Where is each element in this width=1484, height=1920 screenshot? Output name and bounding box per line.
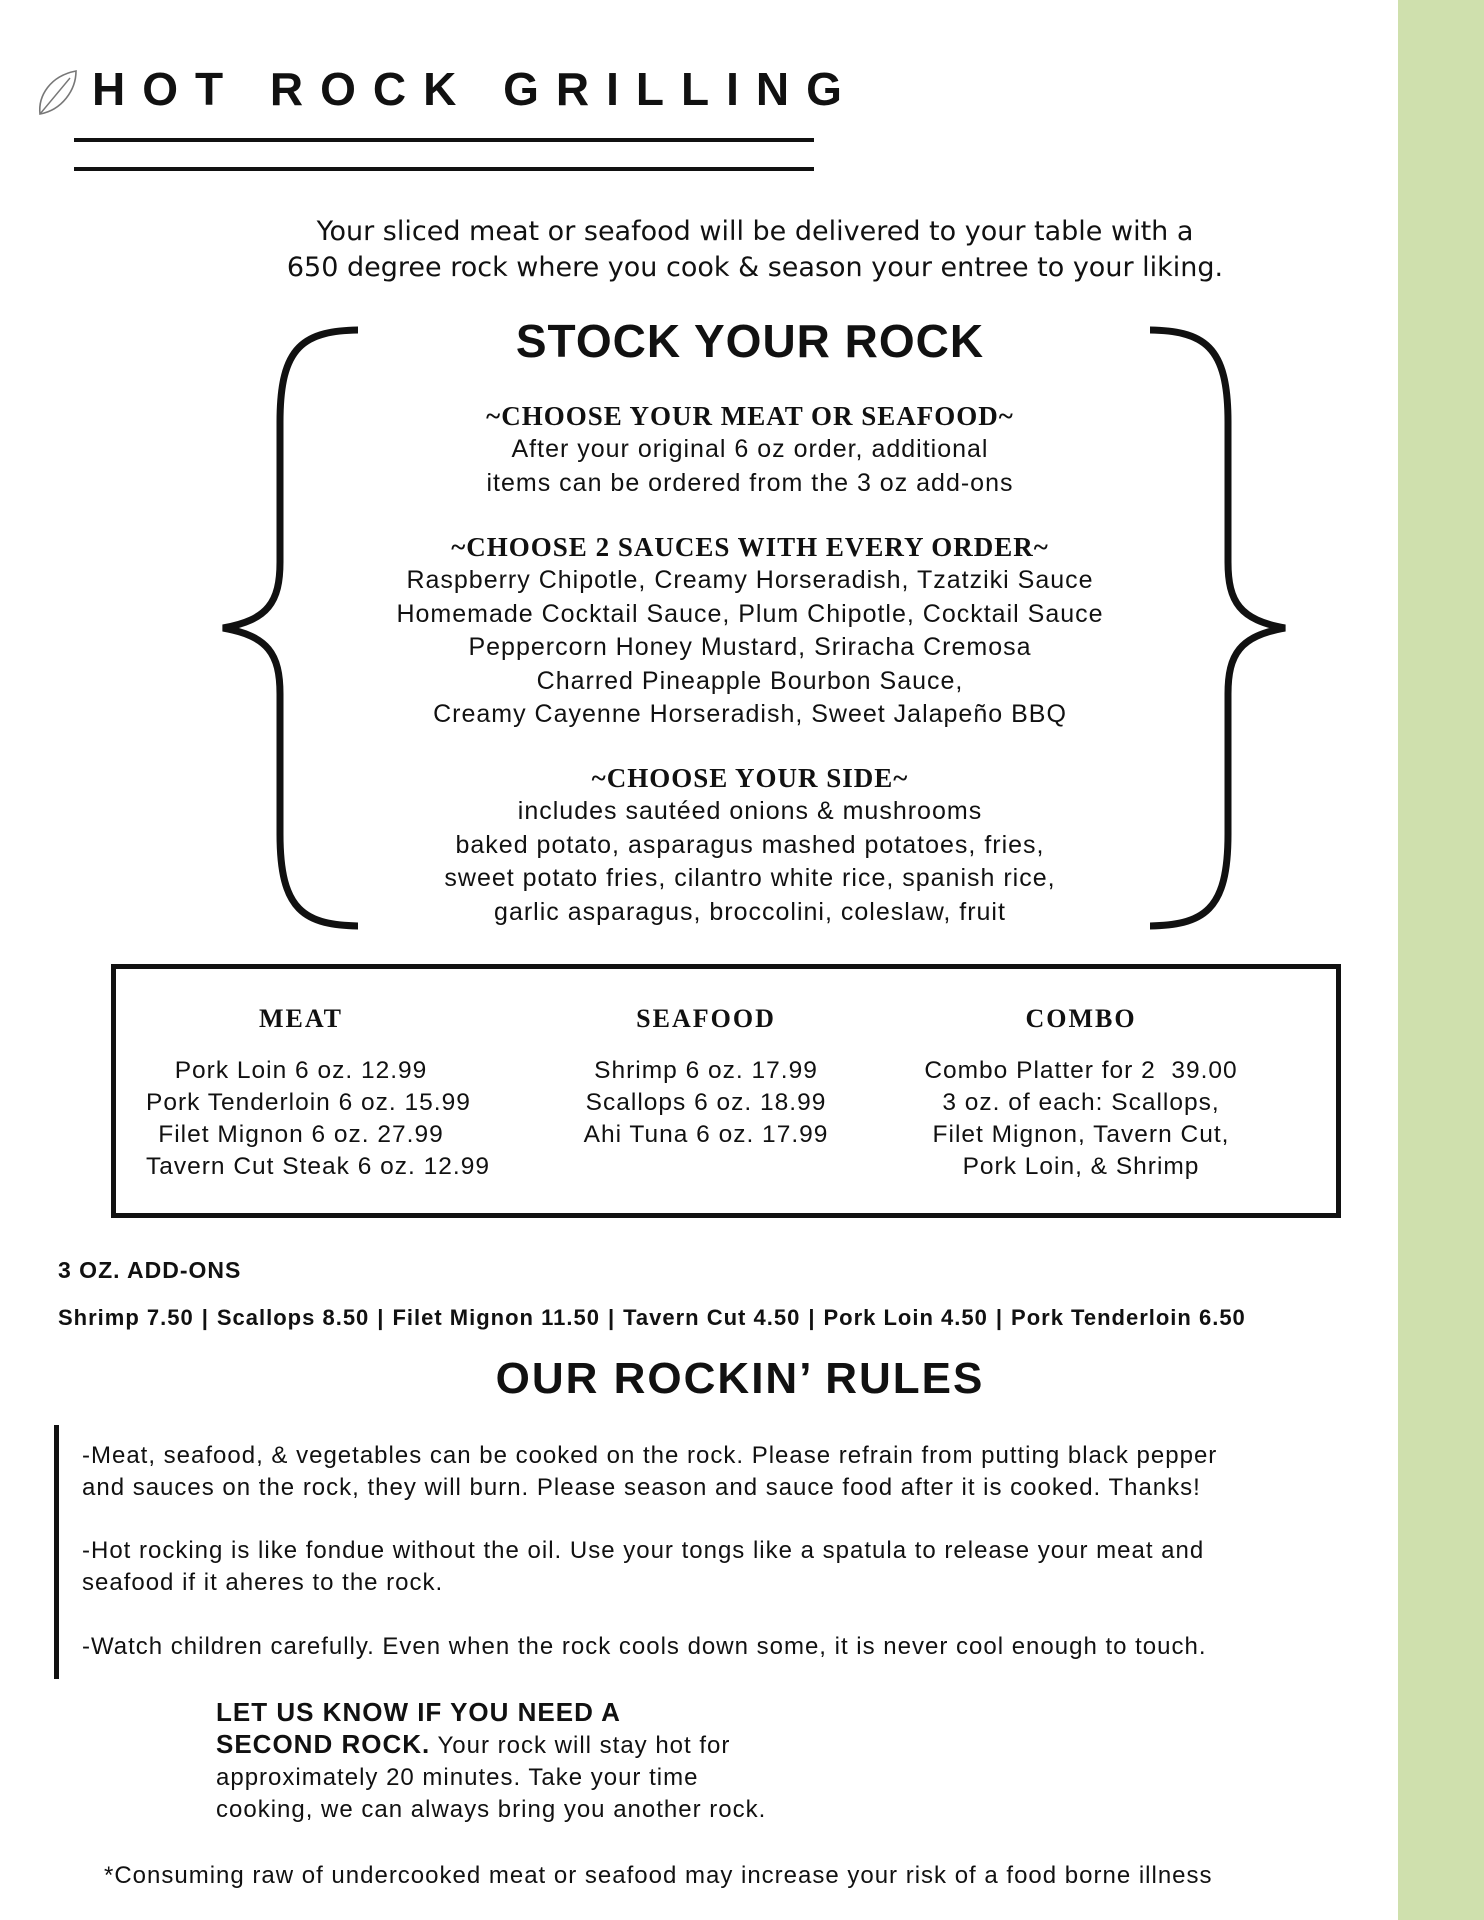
intro-text [180,214,1330,286]
rules-title: OUR ROCKIN’ RULES [495,1354,985,1403]
section-line: items can be ordered from the 3 oz add-ons [486,468,1014,497]
leaf-icon [36,68,80,118]
section-line: includes sautéed onions & mushrooms [517,797,983,825]
section-line: Creamy Cayenne Horseradish, Sweet Jalapeño BBQ [433,700,1067,728]
rule-line: -Watch children carefully. Even when the rock cools down some, it is never cool enough to touch. [82,1633,1207,1660]
price-item: Pork Tenderloin 6 oz. 15.99 [146,1089,471,1116]
second-rock-note [216,1696,916,1826]
intro-line: Your sliced meat or seafood will be delivered to your table with a [316,216,1194,247]
column-heading: MEAT [258,1004,344,1033]
separator: | [607,1305,616,1330]
meat-choice-section [300,399,1200,500]
addon-item: Shrimp 7.50 [58,1305,194,1330]
addon-item: Tavern Cut 4.50 [623,1305,801,1330]
note-bold-text: SECOND ROCK. [216,1729,431,1759]
rules-side-bar [54,1425,59,1679]
stock-your-rock-title: STOCK YOUR ROCK [515,315,985,367]
separator: | [808,1305,816,1330]
price-item: Pork Loin, & Shrimp [962,1153,1200,1180]
separator: | [201,1305,209,1330]
price-item: Ahi Tuna 6 oz. 17.99 [583,1121,829,1148]
rule-item [82,1535,1392,1599]
addon-item: Pork Tenderloin 6.50 [1011,1305,1246,1330]
price-item: Filet Mignon, Tavern Cut, [932,1121,1230,1148]
column-heading: COMBO [1025,1004,1137,1033]
health-disclaimer: *Consuming raw of undercooked meat or seafood may increase your risk of a food borne illness [104,1862,1213,1889]
page-title: HOT ROCK GRILLING [92,63,859,115]
price-item: Scallops 6 oz. 18.99 [585,1089,827,1116]
section-heading: ~CHOOSE 2 SAUCES WITH EVERY ORDER~ [451,532,1049,562]
price-item: Filet Mignon 6 oz. 27.99 [158,1121,444,1148]
price-item: 3 oz. of each: Scallops, [942,1089,1220,1116]
price-item: Tavern Cut Steak 6 oz. 12.99 [146,1153,490,1180]
price-item: Shrimp 6 oz. 17.99 [594,1057,818,1084]
separator: | [995,1305,1004,1330]
price-item: Pork Loin 6 oz. 12.99 [174,1057,428,1084]
rule-line: seafood if it aheres to the rock. [82,1569,444,1596]
section-line: Homemade Cocktail Sauce, Plum Chipotle, Cocktail Sauce [396,599,1104,628]
section-line: Raspberry Chipotle, Creamy Horseradish, Tzatziki Sauce [406,566,1094,594]
rule-line: and sauces on the rock, they will burn. Please season and sauce food after it is cooked. Thanks! [82,1474,1201,1501]
note-line: cooking, we can always bring you another rock. [216,1796,767,1823]
meat-price-column [146,1003,490,1183]
title-rule-top [74,138,814,142]
addons-list [58,1305,1388,1331]
section-line: Charred Pineapple Bourbon Sauce, [536,666,964,695]
combo-price-column [911,1003,1251,1183]
price-item: Combo Platter for 2 39.00 [924,1057,1238,1084]
seafood-price-column [561,1003,851,1151]
sauce-choice-section [300,530,1200,732]
section-heading: ~CHOOSE YOUR SIDE~ [591,763,909,793]
section-line: sweet potato fries, cilantro white rice, spanish rice, [444,864,1056,892]
section-line: baked potato, asparagus mashed potatoes, fries, [455,830,1045,859]
section-line: garlic asparagus, broccolini, coleslaw, fruit [494,897,1006,926]
rule-item [82,1631,1392,1663]
addon-item: Filet Mignon 11.50 [392,1305,600,1330]
rule-item [82,1440,1392,1504]
section-heading: ~CHOOSE YOUR MEAT OR SEAFOOD~ [486,401,1014,431]
addons-title: 3 OZ. ADD-ONS [58,1257,242,1283]
side-choice-section [300,761,1200,929]
note-text: Your rock will stay hot for [430,1732,731,1759]
section-line: Peppercorn Honey Mustard, Sriracha Cremosa [468,633,1032,661]
addon-item: Pork Loin 4.50 [823,1305,988,1330]
separator: | [377,1305,385,1330]
rule-line: -Hot rocking is like fondue without the oil. Use your tongs like a spatula to release your meat and [82,1537,1205,1564]
note-line: approximately 20 minutes. Take your time [216,1764,699,1791]
price-box [111,964,1341,1218]
note-bold-line: LET US KNOW IF YOU NEED A [216,1697,621,1727]
intro-line: 650 degree rock where you cook & season your entree to your liking. [286,252,1224,283]
accent-side-band [1398,0,1484,1920]
addon-item: Scallops 8.50 [216,1305,370,1330]
title-rule-bottom [74,167,814,171]
column-heading: SEAFOOD [636,1004,776,1033]
rule-line: -Meat, seafood, & vegetables can be cooked on the rock. Please refrain from putting black pepper [82,1442,1218,1469]
section-line: After your original 6 oz order, additional [511,435,989,463]
